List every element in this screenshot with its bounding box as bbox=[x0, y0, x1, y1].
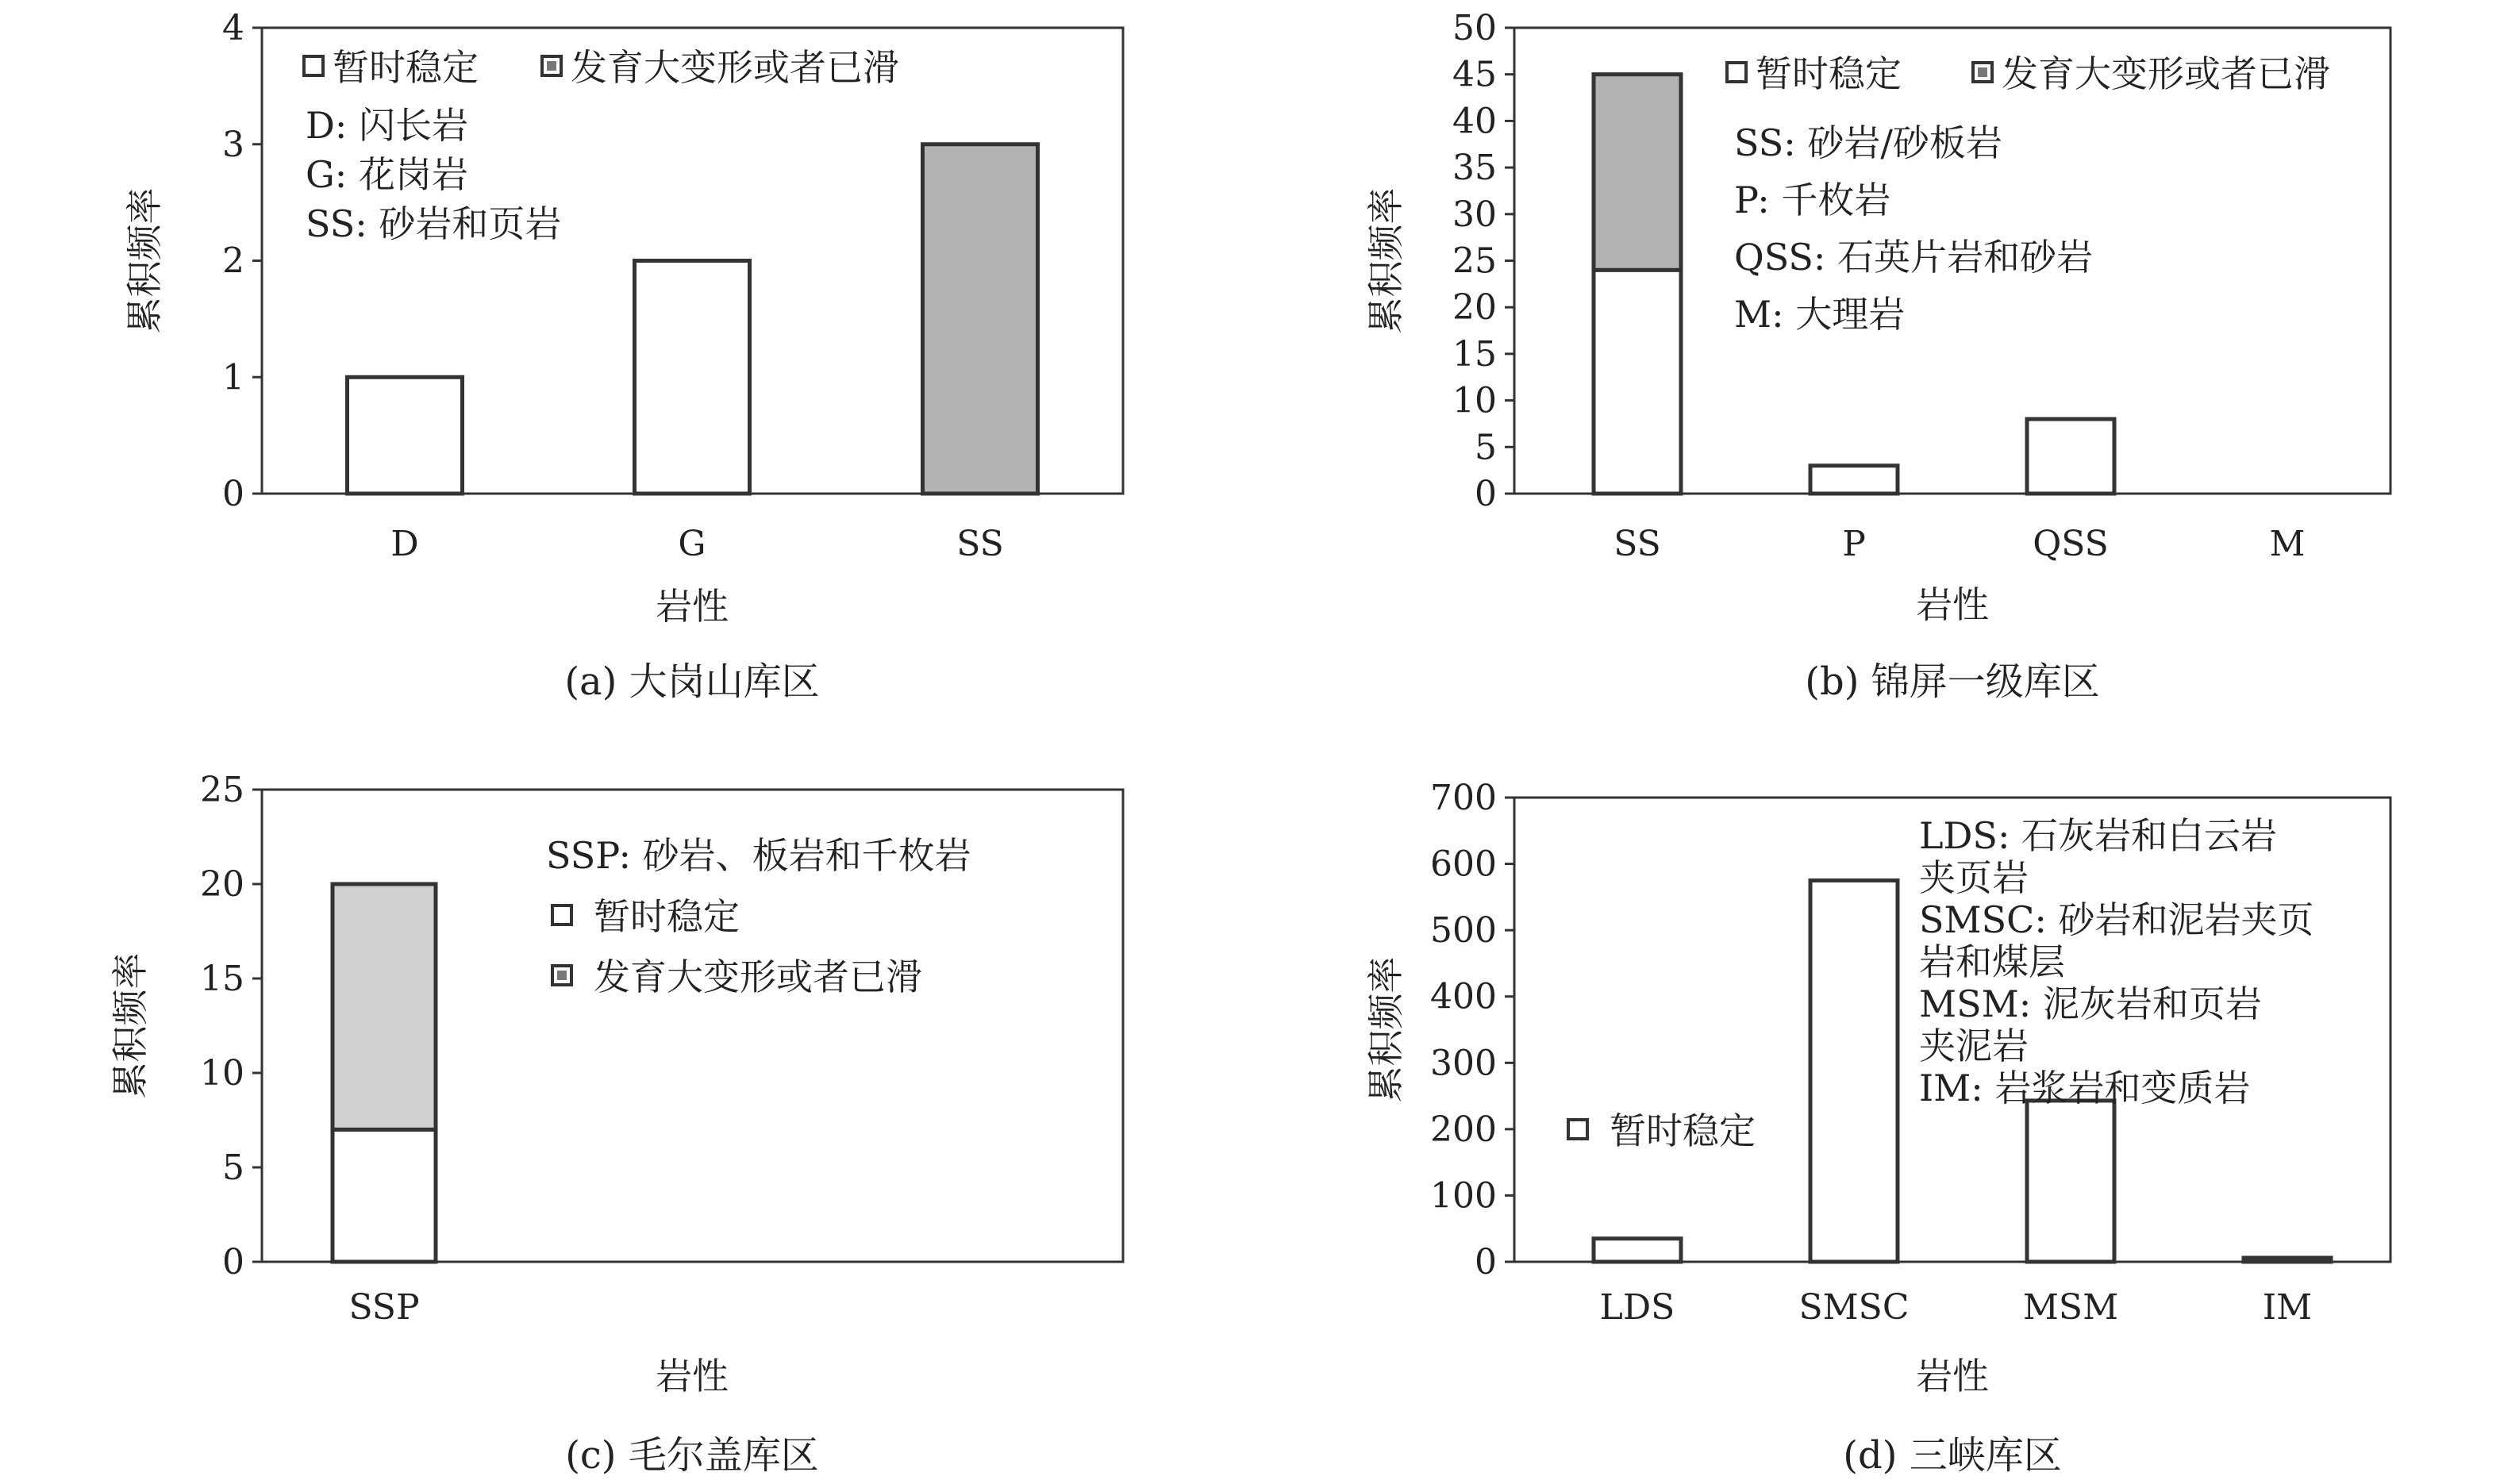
annotation-text: 夹页岩 bbox=[1919, 856, 2029, 899]
annotation-list bbox=[306, 104, 561, 245]
legend bbox=[1568, 1109, 1756, 1152]
chart-panel-b bbox=[1364, 8, 2390, 704]
y-tick-label: 5 bbox=[1475, 427, 1497, 468]
bar-lds-series-0 bbox=[1594, 1239, 1681, 1262]
legend-swatch-fill bbox=[547, 61, 556, 71]
annotation-list bbox=[1734, 121, 2093, 336]
y-tick-label: 200 bbox=[1430, 1109, 1497, 1150]
bar-d-series-0 bbox=[348, 377, 463, 494]
legend bbox=[1727, 52, 2330, 95]
bar-g-series-0 bbox=[635, 261, 750, 494]
y-tick-label: 400 bbox=[1430, 976, 1497, 1017]
y-tick-label: 20 bbox=[1452, 287, 1497, 329]
x-tick-label: QSS bbox=[2033, 524, 2109, 564]
y-tick-label: 15 bbox=[200, 959, 244, 999]
y-tick-label: 20 bbox=[200, 864, 244, 905]
y-axis-title: 累积频率 bbox=[123, 187, 166, 334]
annotation-text: SS: 砂岩/砂板岩 bbox=[1734, 121, 2002, 164]
y-tick-label: 600 bbox=[1430, 844, 1497, 885]
y-tick-label: 100 bbox=[1430, 1175, 1497, 1217]
legend-label: 暂时稳定 bbox=[594, 895, 740, 938]
bar-im-series-0 bbox=[2244, 1258, 2331, 1262]
annotation-text: 岩和煤层 bbox=[1919, 940, 2065, 983]
legend bbox=[304, 46, 899, 89]
y-tick-label: 700 bbox=[1430, 778, 1497, 818]
x-tick-label: SS bbox=[956, 524, 1004, 564]
y-tick-label: 25 bbox=[1452, 240, 1497, 282]
annotation-text: SS: 砂岩和页岩 bbox=[306, 202, 562, 245]
bar-msm-series-0 bbox=[2027, 1101, 2114, 1262]
x-axis-title: 岩性 bbox=[1916, 1355, 1989, 1397]
annotation-text: MSM: 泥灰岩和页岩 bbox=[1919, 982, 2262, 1025]
annotation-text: IM: 岩浆岩和变质岩 bbox=[1919, 1067, 2251, 1109]
y-tick-label: 3 bbox=[222, 124, 244, 165]
legend-swatch-fill bbox=[557, 971, 567, 980]
legend-label: 暂时稳定 bbox=[1610, 1109, 1756, 1152]
chart-panel-d bbox=[1364, 778, 2390, 1478]
y-tick-label: 15 bbox=[1452, 333, 1497, 375]
y-tick-label: 0 bbox=[222, 1242, 244, 1282]
y-axis-title: 累积频率 bbox=[109, 952, 152, 1099]
x-tick-label: SS bbox=[1613, 524, 1661, 564]
y-tick-label: 45 bbox=[1452, 54, 1497, 95]
x-tick-label: SSP bbox=[348, 1287, 420, 1328]
bar-ssp-series-0 bbox=[333, 1129, 436, 1262]
x-tick-label: G bbox=[678, 524, 706, 564]
y-tick-label: 0 bbox=[222, 474, 244, 514]
legend-label: 发育大变形或者已滑 bbox=[2002, 52, 2330, 95]
x-axis-title: 岩性 bbox=[656, 585, 729, 628]
annotation-text: SMSC: 砂岩和泥岩夹页 bbox=[1919, 898, 2314, 941]
y-tick-label: 5 bbox=[222, 1148, 244, 1188]
x-tick-label: IM bbox=[2262, 1287, 2313, 1328]
legend-swatch-fill bbox=[309, 61, 318, 71]
panel-caption: (b) 锦屏一级库区 bbox=[1805, 659, 2100, 704]
annotation-text: M: 大理岩 bbox=[1734, 293, 1906, 336]
x-axis-title: 岩性 bbox=[656, 1355, 729, 1397]
bar-smsc-series-0 bbox=[1810, 880, 1898, 1262]
x-tick-label: LDS bbox=[1599, 1287, 1675, 1328]
bar-ss-series-1 bbox=[923, 144, 1038, 494]
y-tick-label: 0 bbox=[1475, 474, 1497, 514]
y-tick-label: 35 bbox=[1452, 148, 1497, 189]
annotation-text: 夹泥岩 bbox=[1919, 1025, 2029, 1067]
legend-label: 暂时稳定 bbox=[1756, 52, 1902, 95]
y-axis-title: 累积频率 bbox=[1364, 187, 1407, 334]
x-tick-label: MSM bbox=[2022, 1287, 2119, 1328]
y-tick-label: 500 bbox=[1430, 910, 1497, 952]
y-tick-label: 10 bbox=[200, 1053, 244, 1094]
chart-panel-c bbox=[109, 770, 1123, 1478]
annotation-text: SSP: 砂岩、板岩和千枚岩 bbox=[546, 834, 971, 877]
bar-ss-series-0 bbox=[1594, 270, 1681, 494]
x-tick-label: SMSC bbox=[1798, 1287, 1910, 1328]
bar-p-series-0 bbox=[1810, 466, 1898, 494]
legend-swatch-fill bbox=[1978, 67, 1987, 77]
bar-ssp-series-1 bbox=[333, 884, 436, 1129]
legend-swatch-fill bbox=[557, 910, 567, 920]
y-tick-label: 25 bbox=[200, 770, 244, 810]
legend bbox=[552, 895, 922, 998]
panel-caption: (c) 毛尔盖库区 bbox=[565, 1433, 819, 1478]
annotation-list bbox=[546, 834, 971, 877]
y-tick-label: 40 bbox=[1452, 101, 1497, 142]
y-tick-label: 4 bbox=[222, 8, 244, 48]
y-tick-label: 2 bbox=[222, 240, 244, 282]
bar-qss-series-0 bbox=[2027, 419, 2114, 494]
legend-swatch-fill bbox=[1732, 67, 1741, 77]
legend-label: 暂时稳定 bbox=[333, 46, 479, 89]
legend-swatch-fill bbox=[1573, 1125, 1583, 1134]
bar-ss-series-1 bbox=[1594, 75, 1681, 271]
annotation-text: D: 闪长岩 bbox=[306, 104, 469, 147]
chart-panel-a bbox=[123, 8, 1123, 704]
legend-label: 发育大变形或者已滑 bbox=[571, 46, 899, 89]
x-tick-label: P bbox=[1842, 524, 1866, 564]
annotation-text: G: 花岗岩 bbox=[306, 153, 468, 196]
x-tick-label: D bbox=[390, 524, 419, 564]
y-tick-label: 300 bbox=[1430, 1043, 1497, 1084]
annotation-text: QSS: 石英片岩和砂岩 bbox=[1734, 236, 2094, 279]
panel-caption: (a) 大岗山库区 bbox=[564, 659, 820, 704]
x-axis-title: 岩性 bbox=[1916, 583, 1989, 626]
y-tick-label: 1 bbox=[222, 357, 244, 398]
annotation-text: LDS: 石灰岩和白云岩 bbox=[1919, 814, 2278, 857]
legend-label: 发育大变形或者已滑 bbox=[594, 955, 922, 998]
x-tick-label: M bbox=[2269, 524, 2306, 564]
y-axis-title: 累积频率 bbox=[1364, 956, 1407, 1103]
annotation-list bbox=[1919, 814, 2313, 1109]
y-tick-label: 50 bbox=[1452, 8, 1497, 48]
annotation-text: P: 千枚岩 bbox=[1734, 179, 1891, 221]
y-tick-label: 10 bbox=[1452, 380, 1497, 421]
panel-caption: (d) 三峡库区 bbox=[1843, 1433, 2062, 1478]
y-tick-label: 30 bbox=[1452, 194, 1497, 235]
y-tick-label: 0 bbox=[1475, 1242, 1497, 1282]
